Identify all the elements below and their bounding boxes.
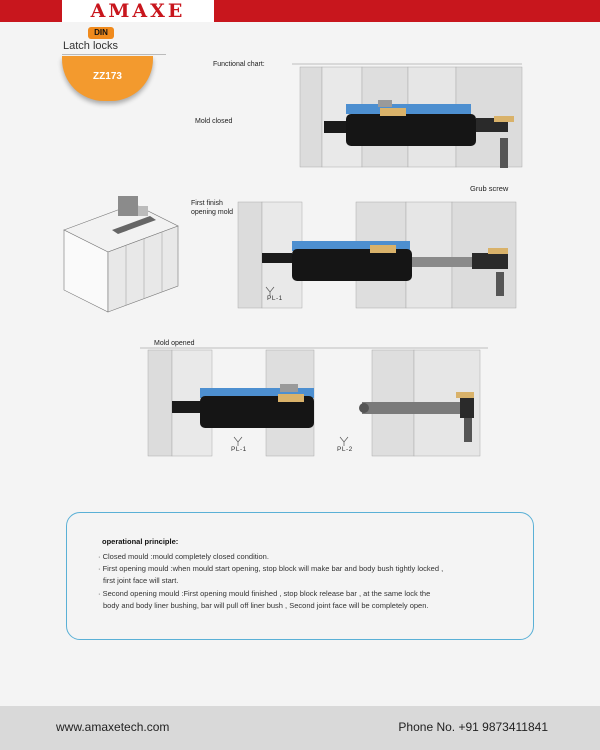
principle-line: body and body liner bushing, bar will pull off liner bush , Second joint face will be completely open. xyxy=(103,601,429,610)
principle-line: first joint face will start. xyxy=(103,576,179,585)
pl1-label-first: PL-1 xyxy=(267,295,283,302)
operational-principle-box xyxy=(66,512,534,640)
functional-chart-label: Functional chart: xyxy=(213,61,265,68)
grub-screw-label: Grub screw xyxy=(470,184,509,193)
mold-closed-figure xyxy=(292,64,522,168)
principle-title: operational principle: xyxy=(102,537,179,546)
category-title: Latch locks xyxy=(63,40,119,52)
website-link[interactable]: www.amaxetech.com xyxy=(56,720,170,734)
opening-mold-label: opening mold xyxy=(191,209,234,216)
mold-opened-label: Mold opened xyxy=(154,340,195,347)
pl2-label-opened: PL-2 xyxy=(337,446,353,453)
din-badge: DIN xyxy=(88,27,114,39)
principle-line: · Closed mould :mould completely closed condition. xyxy=(98,552,269,561)
principle-line: · First opening mould :when mould start opening, stop block will make bar and body bush tightly locked , xyxy=(98,564,444,573)
first-opening-figure xyxy=(238,202,516,308)
mold-closed-label: Mold closed xyxy=(195,118,233,125)
pl1-label-opened: PL-1 xyxy=(231,446,247,453)
first-finish-label: First finish xyxy=(191,200,223,207)
footer-bar xyxy=(0,706,600,750)
mold-opened-figure xyxy=(140,348,488,456)
phone-number: Phone No. +91 9873411841 xyxy=(398,720,548,734)
product-code-tab: ZZ173 xyxy=(62,56,153,101)
mold-isometric-sketch xyxy=(64,196,178,312)
logo-text: AMAXE xyxy=(90,0,186,22)
principle-line: · Second opening mould :First opening mould finished , stop block release bar , at the same lock the xyxy=(98,589,431,598)
